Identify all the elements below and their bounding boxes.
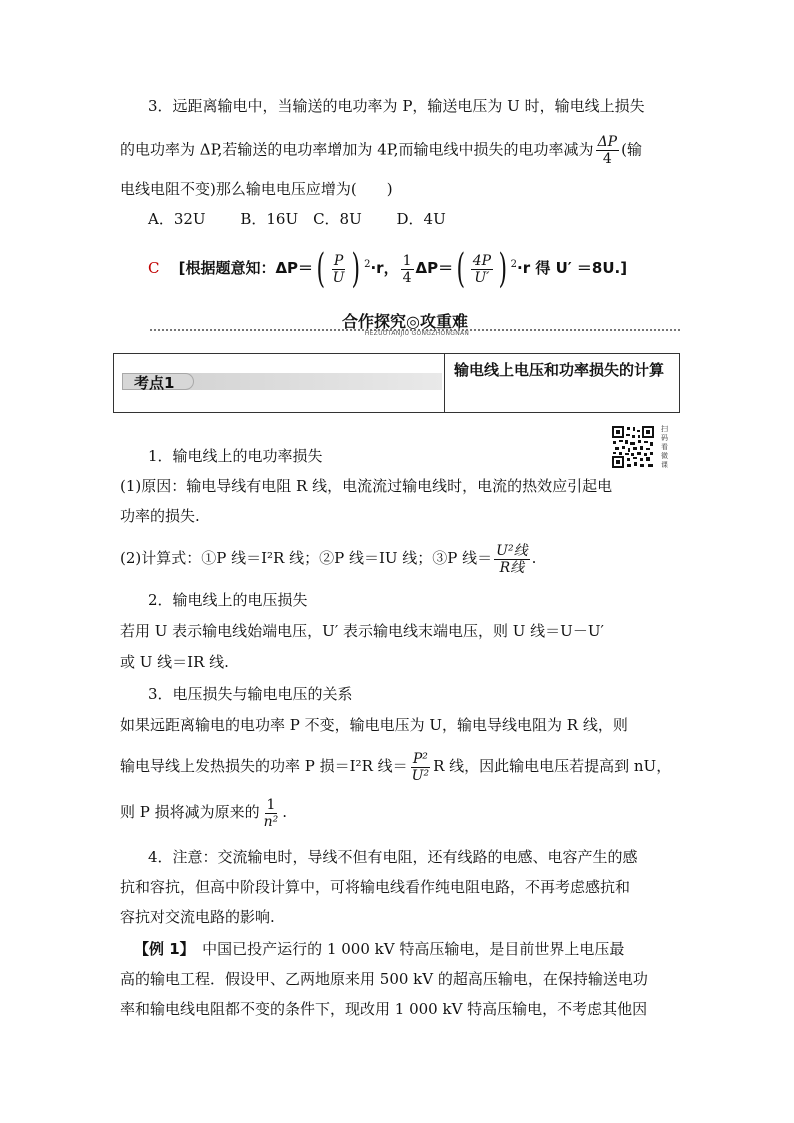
p3-fraction-den: U²: [411, 767, 430, 784]
answer-fraction-2: [401, 253, 414, 286]
answer-square-1: 2: [364, 259, 371, 270]
example-text-1: 中国已投产运行的 1 000 kV 特高压输电，是目前世界上电压最: [187, 940, 625, 958]
p3-fraction: [410, 751, 431, 784]
section-title: 合作探究◎攻重难: [342, 312, 468, 331]
p3-line-3-text: 则 P 损将减为原来的: [120, 803, 260, 821]
p1-formula-line: [120, 540, 536, 576]
q3-fraction-num: ΔP: [597, 134, 618, 150]
q3-fraction: [596, 134, 620, 167]
p1-fraction-den: R线: [499, 559, 525, 576]
answer-text-4: ·r 得 U′ ＝8U.]: [517, 259, 628, 277]
answer-text-3: ΔP＝: [415, 259, 454, 277]
p3-line-3-end: .: [282, 803, 288, 821]
q3-line-2: [120, 134, 642, 167]
p2-line-2: 或 U 线＝IR 线.: [120, 653, 229, 671]
qr-code-icon[interactable]: [611, 425, 655, 469]
heading-voltage-loss: 2．输电线上的电压损失: [148, 591, 308, 609]
q3-line-2-text: 的电功率为 ΔP,若输送的电功率增加为 4P,而输电线中损失的电功率减为: [120, 140, 594, 159]
kaodian-label: 考点1: [134, 374, 175, 392]
q3-line-1: 3．远距离输电中，当输送的电功率为 P，输送电压为 U 时，输电线上损失: [148, 97, 645, 115]
left-paren-2: (: [456, 246, 466, 292]
right-paren-2: ): [498, 246, 508, 292]
p3-fraction-2: [262, 797, 281, 830]
q3-fraction-den: 4: [602, 151, 612, 167]
answer-line: [148, 246, 627, 290]
p1-formula-text: (2)计算式：①P 线＝I²R 线；②P 线＝IU 线；③P 线＝: [120, 549, 493, 567]
answer-square-2: 2: [510, 259, 518, 270]
p1-fraction-num: U²线: [496, 542, 528, 559]
answer-fraction-3: [471, 253, 493, 286]
answer-fraction-3-num: 4P: [472, 252, 492, 269]
kaodian-divider: [444, 354, 445, 412]
p1-line-1: (1)原因：输电导线有电阻 R 线，电流流过输电线时，电流的热效应引起电: [120, 477, 613, 495]
kaodian-title: 输电线上电压和功率损失的计算: [454, 361, 665, 379]
answer-text-2: ·r，: [370, 259, 399, 277]
example-line-1: [134, 938, 624, 960]
answer-fraction-1-num: P: [333, 252, 344, 269]
p4-line-1: 4．注意：交流输电时，导线不但有电阻，还有线路的电感、电容产生的感: [148, 848, 638, 866]
q3-line-2-end: (输: [621, 140, 642, 159]
p3-line-2: [120, 748, 671, 784]
answer-fraction-1: [331, 253, 347, 286]
p3-line-3: [120, 794, 287, 830]
p1-formula-end: .: [531, 549, 537, 567]
heading-power-loss: 1．输电线上的电功率损失: [148, 447, 323, 465]
answer-fraction-3-den: U′: [474, 269, 490, 286]
p3-line-2-end: R 线，因此输电电压若提高到 nU，: [433, 757, 672, 775]
answer-fraction-1-den: U: [332, 269, 345, 286]
p3-fraction-2-num: 1: [266, 796, 276, 813]
p1-fraction: [494, 543, 529, 576]
p3-line-1: 如果远距离输电的电功率 P 不变，输电电压为 U，输电导线电阻为 R 线，则: [120, 716, 628, 734]
example-line-2: 高的输电工程．假设甲、乙两地原来用 500 kV 的超高压输电，在保持输送电功: [120, 970, 648, 988]
p3-fraction-num: P²: [412, 750, 428, 767]
qr-caption: 扫码看微课: [661, 425, 668, 469]
left-paren: (: [316, 246, 326, 292]
answer-fraction-2-den: 4: [402, 269, 412, 286]
example-label: 【例 1】: [134, 940, 188, 958]
p4-line-2: 抗和容抗，但高中阶段计算中，可将输电线看作纯电阻电路，不再考虑感抗和: [120, 878, 631, 896]
p3-fraction-2-den: n²: [263, 813, 279, 830]
answer-text-1: [根据题意知：ΔP＝: [178, 259, 314, 277]
answer-fraction-2-num: 1: [402, 252, 412, 269]
example-line-3: 率和输电线电阻都不变的条件下，现改用 1 000 kV 特高压输电，不考虑其他因: [120, 1000, 648, 1018]
kaodian-table: [113, 353, 680, 413]
q3-options: A．32U B．16U C．8U D．4U: [148, 210, 446, 228]
q3-line-3: 电线电阻不变)那么输电电压应增为( ): [120, 180, 393, 198]
heading-relation: 3．电压损失与输电电压的关系: [148, 685, 353, 703]
section-subtitle: HEZUOTANJIU GONGZHONGNAN: [364, 330, 470, 337]
p3-line-2-text: 输电导线上发热损失的功率 P 损＝I²R 线＝: [120, 757, 408, 775]
right-paren: ): [351, 246, 361, 292]
p1-line-2: 功率的损失.: [120, 507, 200, 525]
p4-line-3: 容抗对交流电路的影响.: [120, 908, 275, 926]
p2-line-1: 若用 U 表示输电线始端电压，U′ 表示输电线末端电压，则 U 线＝U－U′: [120, 622, 604, 640]
answer-letter: C: [148, 259, 160, 277]
